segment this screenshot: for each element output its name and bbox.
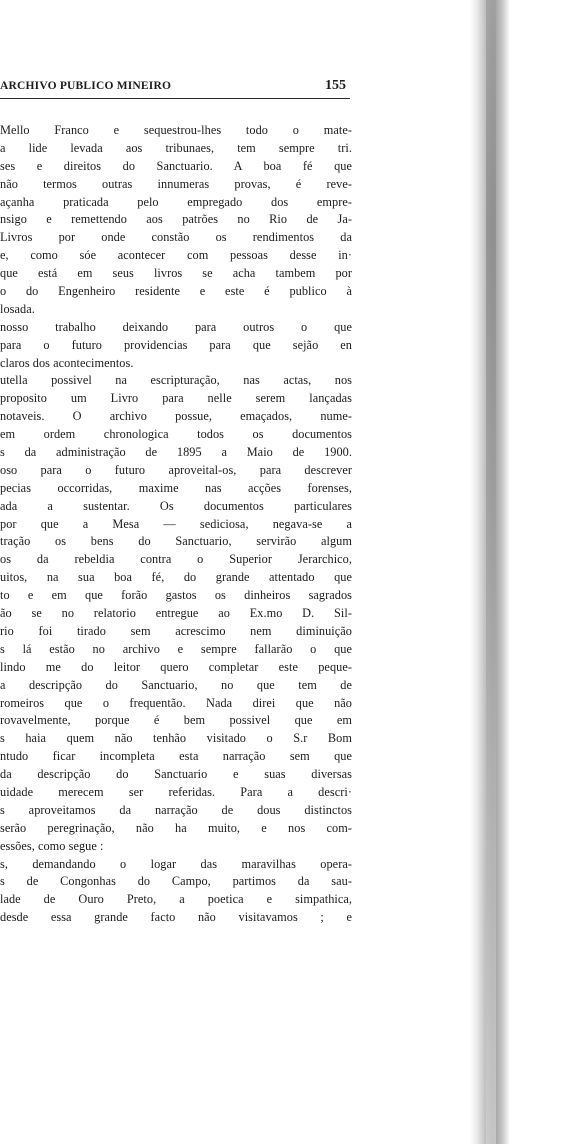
text-line: o do Engenheiro residente e este é publico à bbox=[0, 284, 352, 299]
text-line: a descripção do Sanctuario, no que tem de bbox=[0, 677, 352, 692]
page-number: 155 bbox=[325, 78, 346, 93]
text-line: uitos, na sua boa fé, do grande attentado que bbox=[0, 570, 352, 585]
text-line: serão peregrinação, não ha muito, e nos com- bbox=[0, 820, 352, 835]
body-text bbox=[0, 122, 352, 927]
text-line: os da rebeldia contra o Superior Jerarchico, bbox=[0, 552, 352, 567]
text-line: lade de Ouro Preto, a poetica e simpathica, bbox=[0, 892, 352, 907]
text-line: losada. bbox=[0, 301, 35, 316]
text-line: tração os bens do Sanctuario, servirão algum bbox=[0, 534, 352, 549]
text-line: por que a Mesa — sediciosa, negava-se a bbox=[0, 516, 352, 531]
text-line: to e em que forão gastos os dinheiros sagrados bbox=[0, 588, 352, 603]
text-line: claros dos acontecimentos. bbox=[0, 355, 134, 370]
text-line: nsigo e remettendo aos patrões no Rio de Ja- bbox=[0, 212, 352, 227]
text-line: para o futuro providencias para que sejão en bbox=[0, 337, 352, 352]
text-line: oso para o futuro aproveital-os, para descrever bbox=[0, 462, 352, 477]
text-line: Livros por onde constão os rendimentos da bbox=[0, 230, 352, 245]
text-line: em ordem chronologica todos os documentos bbox=[0, 427, 352, 442]
page-header bbox=[0, 80, 350, 100]
text-line: essões, como segue : bbox=[0, 838, 104, 853]
text-line: açanha praticada pelo empregado dos empre- bbox=[0, 194, 352, 209]
text-line: s da administração de 1895 a Maio de 1900. bbox=[0, 445, 352, 460]
text-line: rio foi tirado sem acrescimo nem diminuição bbox=[0, 623, 352, 638]
text-line: utella possivel na escripturação, nas actas, nos bbox=[0, 373, 352, 388]
header-rule bbox=[0, 98, 350, 99]
text-line: proposito um Livro para nelle serem lançadas bbox=[0, 391, 352, 406]
text-line: s haia quem não tenhão visitado o S.r Bom bbox=[0, 731, 352, 746]
text-line: a lide levada aos tribunaes, tem sempre tri. bbox=[0, 140, 352, 155]
text-line: rovavelmente, porque é bem possivel que em bbox=[0, 713, 352, 728]
text-line: lindo me do leitor quero completar este peque- bbox=[0, 659, 352, 674]
text-line: notaveis. O archivo possue, emaçados, nume- bbox=[0, 409, 352, 424]
text-line: uidade merecem ser referidas. Para a descri· bbox=[0, 784, 352, 799]
text-line: s lá estão no archivo e sempre fallarão o que bbox=[0, 641, 352, 656]
text-line: s aproveitamos da narração de dous distinctos bbox=[0, 802, 352, 817]
gutter-shadow bbox=[486, 0, 496, 1144]
text-line: e, como sóe acontecer com pessoas desse in· bbox=[0, 248, 352, 263]
text-line: ada a sustentar. Os documentos particulares bbox=[0, 498, 352, 513]
text-line: s, demandando o logar das maravilhas opera- bbox=[0, 856, 352, 871]
text-line: da descripção do Sanctuario e suas diversas bbox=[0, 767, 352, 782]
text-line: Mello Franco e sequestrou-lhes todo o mate- bbox=[0, 123, 352, 137]
text-line: não termos outras innumeras provas, é reve- bbox=[0, 176, 352, 191]
text-line: ses e direitos do Sanctuario. A boa fé que bbox=[0, 158, 352, 173]
text-line: ntudo ficar incompleta esta narração sem que bbox=[0, 749, 352, 764]
text-line: romeiros que o frequentão. Nada direi que não bbox=[0, 695, 352, 710]
text-line: ão se no relatorio entregue ao Ex.mo D. Sil- bbox=[0, 606, 352, 621]
text-line: desde essa grande facto não visitavamos ; e bbox=[0, 910, 352, 925]
text-line: nosso trabalho deixando para outros o que bbox=[0, 319, 352, 334]
text-line: pecias occorridas, maxime nas acções forenses, bbox=[0, 480, 352, 495]
running-title: ARCHIVO PUBLICO MINEIRO bbox=[0, 80, 172, 92]
text-line: s de Congonhas do Campo, partimos da sau- bbox=[0, 874, 352, 889]
text-line: que está em seus livros se acha tambem por bbox=[0, 266, 352, 281]
